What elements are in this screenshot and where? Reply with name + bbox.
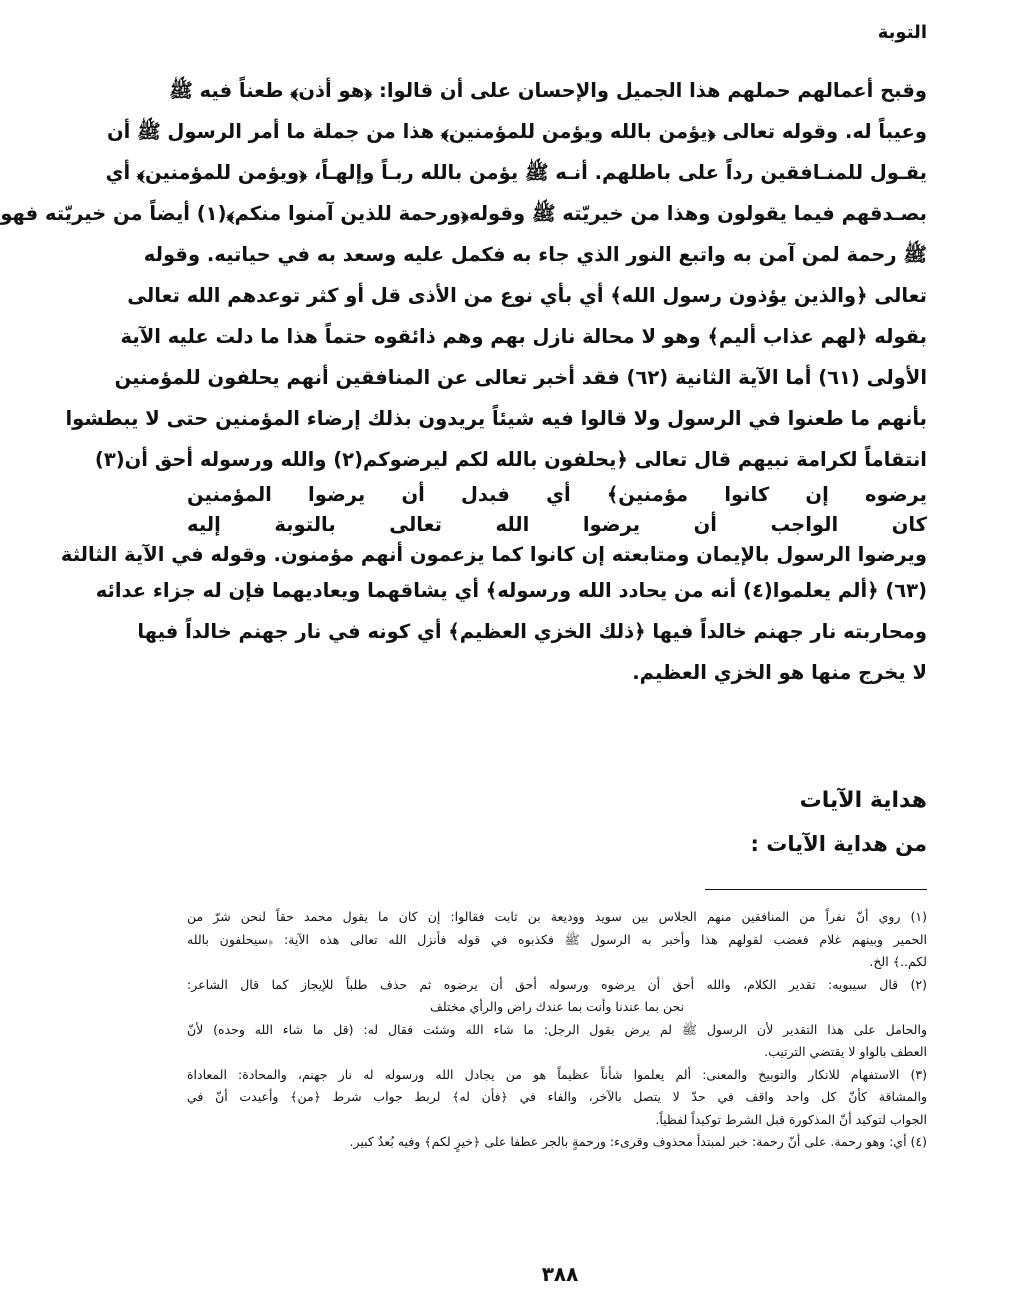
section-title: هداية الآيات — [799, 788, 927, 813]
body-line: ويرضوا الرسول بالإيمان ومتابعته إن كانوا كما يزعمون أنهم مؤمنون. وقوله في الآية الثالثة — [60, 543, 927, 566]
body-line: بقوله ﴿لهم عذاب أليم﴾ وهو لا محالة نازل بهم وهم ذائقوه حتماً هذا ما دلت عليه الآية — [120, 325, 927, 348]
body-line: ﷺ رحمة لمن آمن به واتبع النور الذي جاء به فكمل عليه وسعد به في حياتيه. وقوله — [143, 243, 927, 266]
footnote-line: العطف بالواو لا يقتضي الترتيب. — [764, 1044, 927, 1059]
footnote-line: والحامل على هذا التقدير لأن الرسول ﷺ لم يرض بقول الرجل: ما شاء الله وشئت فقال له: (قل ما شاء الله وحده) لأنّ — [187, 1021, 927, 1037]
body-line: بصـدقهم فيما يقولون وهذا من خيريّته ﷺ وقوله﴿ورحمة للذين آمنوا منكم﴾(١) أيضاً من خيريّته فهو — [0, 202, 927, 225]
body-line: ومحاربته نار جهنم خالداً فيها ﴿ذلك الخزي العظيم﴾ أي كونه في نار جهنم خالداً فيها — [137, 620, 927, 643]
body-line: بأنهم ما طعنوا في الرسول ولا قالوا فيه شيئاً يريدون بذلك إرضاء المؤمنين حتى لا يبطشوا — [65, 407, 927, 430]
body-line: يرضوه إن كانوا مؤمنين﴾ أي فبدل أن يرضوا المؤمنين — [187, 483, 927, 506]
footnote-line: (٤) أي: وهو رحمة. على أنّ رحمة: خبر لمبتدأ محذوف وقرىء: ورحمةٍ بالجر عطفا على ﴿خيرٍ لكم﴾ وفيه بُعدٌ كبير. — [349, 1134, 927, 1149]
footnote-line: لكم..﴾ الخ. — [869, 954, 927, 969]
page-number: ٣٨٨ — [541, 1262, 579, 1286]
body-line: وعيباً له. وقوله تعالى ﴿يؤمن بالله ويؤمن للمؤمنين﴾ هذا من جملة ما أمر الرسول ﷺ أن — [106, 120, 927, 143]
body-line: تعالى ﴿والذين يؤذون رسول الله﴾ أي بأي نوع من الأذى قل أو كثر توعدهم الله تعالى — [127, 284, 927, 307]
footnotes — [187, 906, 927, 1154]
footnote-divider — [705, 889, 927, 890]
footnote-line: الحمير وبينهم غلام فغضب لقولهم هذا وأخبر به الرسول ﷺ فكذبوه في قوله فأنزل الله تعالى هذه الآية: ﴿سيحلفون بالله — [187, 931, 927, 947]
body-line: يقـول للمنـافقين رداً على باطلهم. أنـه ﷺ يؤمن بالله ربـاً وإلهـاً، ﴿ويؤمن للمؤمنين﴾ أي — [105, 161, 927, 184]
subsection-title: من هداية الآيات : — [750, 832, 927, 856]
body-line: وقبح أعمالهم حملهم هذا الجميل والإحسان على أن قالوا: ﴿هو أذن﴾ طعناً فيه ﷺ — [169, 79, 927, 102]
running-header: التوبة — [877, 22, 927, 43]
footnote-line: (٣) الاستفهام للانكار والتوبيخ والمعنى: ألم يعلموا شأناً عظيماً هو من يجادل الله ورسوله له نار جهنم، والمحادة: المعاداة — [187, 1066, 927, 1082]
footnote-line: (١) روي أنّ نفراً من المنافقين منهم الجلاس بين سويد ووديعة بن ثابت فقالوا: إن كان ما يقول محمد حقاً لنحن شرّ من — [187, 909, 927, 924]
body-line: لا يخرج منها هو الخزي العظيم. — [632, 661, 927, 684]
footnote-line: والمشاقة كأنّ كل واحد واقف في حدّ لا يتصل بالآخر، والفاء في ﴿فأن له﴾ لربط جواب شرط ﴿من﴾ وأعيدت أنّ في — [187, 1089, 927, 1104]
body-line: (٦٣) ﴿ألم يعلموا(٤) أنه من يحادد الله ورسوله﴾ أي يشاقهما ويعاديهما فإن له جزاء عدائه — [95, 579, 927, 602]
body-text — [0, 70, 927, 693]
footnote-line: (٢) قال سيبويه: تقدير الكلام، والله أحق أن يرضوه ورسوله أحق أن يرضوه ثم حذف طلباً للإيجاز كما قال الشاعر: — [187, 976, 927, 992]
body-line: انتقاماً لكرامة نبيهم قال تعالى ﴿يحلفون بالله لكم ليرضوكم(٢) والله ورسوله أحق أن(٣) — [94, 448, 927, 471]
footnote-verse: نحن بما عندنا وأنت بما عندك راض والرأي مختلف — [429, 999, 685, 1014]
body-line: الأولى (٦١) أما الآية الثانية (٦٢) فقد أخبر تعالى عن المنافقين أنهم يحلفون للمؤمنين — [114, 366, 927, 389]
footnote-line: الجواب لتوكيد أنّ المذكورة قبل الشرط توكيداً لفظياً. — [655, 1111, 927, 1127]
body-line: كان الواجب أن يرضوا الله تعالى بالتوبة إليه — [187, 513, 927, 536]
